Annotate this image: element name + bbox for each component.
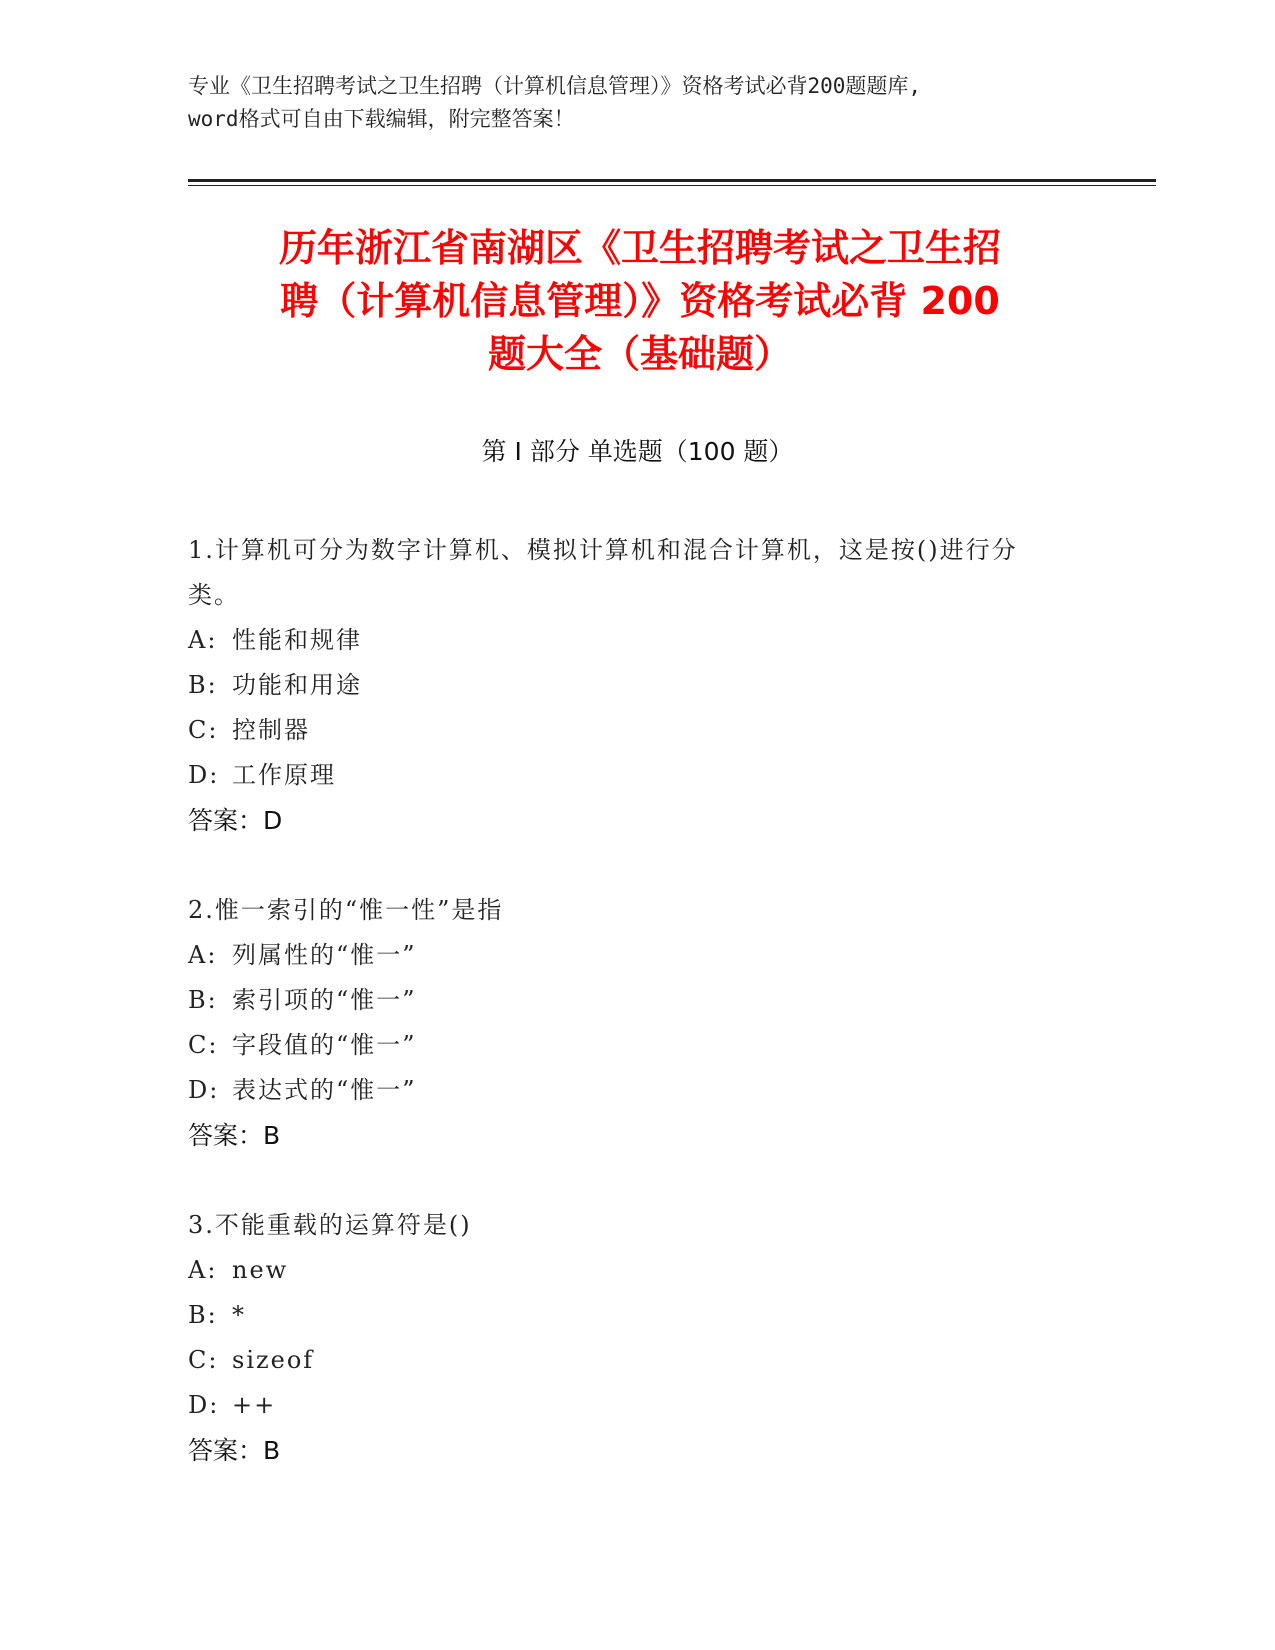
- answer: 答案：B: [188, 1121, 281, 1150]
- question-stem: 2.惟一索引的“惟一性”是指: [188, 896, 504, 924]
- option-letter: B:: [188, 671, 218, 699]
- title-line-2: 聘（计算机信息管理）》资格考试必背 200: [280, 279, 1000, 323]
- option-d: [188, 1068, 1068, 1113]
- option-letter: C:: [188, 716, 219, 744]
- option-letter: C:: [188, 1031, 219, 1059]
- option-b: [188, 978, 1068, 1023]
- question-list: [188, 528, 1068, 1518]
- question-stem: 1.计算机可分为数字计算机、模拟计算机和混合计算机，这是按()进行分类。: [188, 536, 1018, 609]
- option-text: sizeof: [232, 1346, 315, 1374]
- option-letter: C:: [188, 1346, 219, 1374]
- header-divider-thick: [188, 179, 1156, 182]
- option-c: [188, 1338, 1068, 1383]
- option-text: 表达式的“惟一”: [232, 1076, 417, 1104]
- option-letter: A:: [188, 941, 218, 969]
- option-text: 列属性的“惟一”: [232, 941, 417, 969]
- title-line-1: 历年浙江省南湖区《卫生招聘考试之卫生招: [278, 226, 1001, 270]
- option-a: [188, 1248, 1068, 1293]
- option-text: 字段值的“惟一”: [232, 1031, 417, 1059]
- option-letter: B:: [188, 986, 218, 1014]
- header-note: [188, 70, 1088, 136]
- option-letter: D:: [188, 761, 220, 789]
- option-text: new: [232, 1256, 289, 1284]
- option-b: [188, 1293, 1068, 1338]
- option-text: 索引项的“惟一”: [232, 986, 417, 1014]
- answer: 答案：D: [188, 806, 283, 835]
- question-stem: 3.不能重载的运算符是(): [188, 1211, 472, 1239]
- option-text: 控制器: [232, 716, 310, 744]
- header-note-line-1: 专业《卫生招聘考试之卫生招聘（计算机信息管理）》资格考试必背200题题库,: [188, 74, 922, 98]
- option-d: [188, 1383, 1068, 1428]
- title-line-3: 题大全（基础题）: [487, 332, 792, 376]
- option-c: [188, 708, 1068, 753]
- question-2: [188, 888, 1068, 1158]
- option-letter: D:: [188, 1076, 220, 1104]
- option-c: [188, 1023, 1068, 1068]
- option-text: 工作原理: [232, 761, 336, 789]
- section-heading: 第 I 部分 单选题（100 题）: [481, 437, 794, 466]
- question-3: [188, 1203, 1068, 1473]
- option-text: 功能和用途: [232, 671, 362, 699]
- option-d: [188, 753, 1068, 798]
- option-text: ++: [232, 1391, 277, 1419]
- option-b: [188, 663, 1068, 708]
- header-note-line-2: word格式可自由下载编辑，附完整答案！: [188, 107, 575, 131]
- option-letter: A:: [188, 1256, 218, 1284]
- option-text: 性能和规律: [232, 626, 362, 654]
- option-a: [188, 933, 1068, 978]
- option-text: *: [232, 1301, 246, 1329]
- question-1: [188, 528, 1068, 843]
- document-title: [170, 222, 1110, 381]
- option-letter: D:: [188, 1391, 220, 1419]
- header-divider-thin: [188, 185, 1156, 186]
- option-letter: A:: [188, 626, 218, 654]
- option-a: [188, 618, 1068, 663]
- answer: 答案：B: [188, 1436, 281, 1465]
- option-letter: B:: [188, 1301, 218, 1329]
